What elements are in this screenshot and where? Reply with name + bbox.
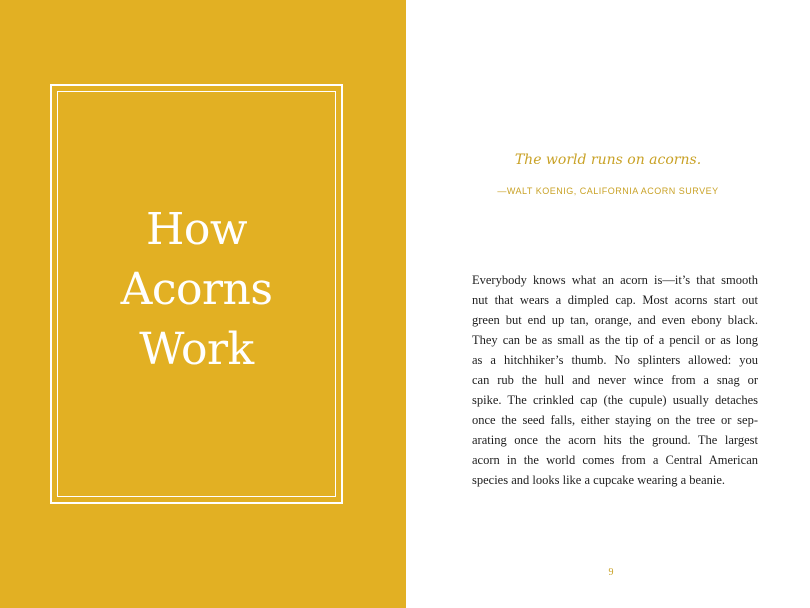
body-line: can rub the hull and never wince from a snag or — [472, 373, 758, 387]
chapter-title-line: Acorns — [120, 264, 273, 315]
body-line: acorn in the world comes from a Central American — [472, 453, 758, 467]
epigraph-quote: The world runs on acorns. — [514, 152, 702, 168]
body-line: once the seed falls, either staying on the tree or sep- — [472, 413, 758, 427]
chapter-title — [57, 200, 336, 380]
epigraph-attribution: —WALT KOENIG, CALIFORNIA ACORN SURVEY — [497, 186, 719, 196]
body-line: green but end up tan, orange, and even ebony black. — [472, 313, 758, 327]
body-paragraph — [472, 270, 758, 490]
text-page — [406, 0, 810, 608]
chapter-title-line: How — [145, 204, 248, 255]
body-line: arating once the acorn hits the ground. The largest — [472, 433, 758, 447]
body-line: nut that wears a dimpled cap. Most acorns start out — [472, 293, 758, 307]
page-number: 9 — [608, 567, 614, 578]
body-line: Everybody knows what an acorn is—it’s that smooth — [472, 273, 758, 287]
chapter-title-line: Work — [139, 324, 254, 375]
body-line: as a hitchhiker’s thumb. No splinters allowed: you — [472, 353, 758, 367]
body-line: species and looks like a cupcake wearing a beanie. — [472, 473, 726, 487]
body-line: They can be as small as the tip of a pencil or as long — [472, 333, 758, 347]
body-line: spike. The crinkled cap (the cupule) usually detaches — [472, 393, 758, 407]
